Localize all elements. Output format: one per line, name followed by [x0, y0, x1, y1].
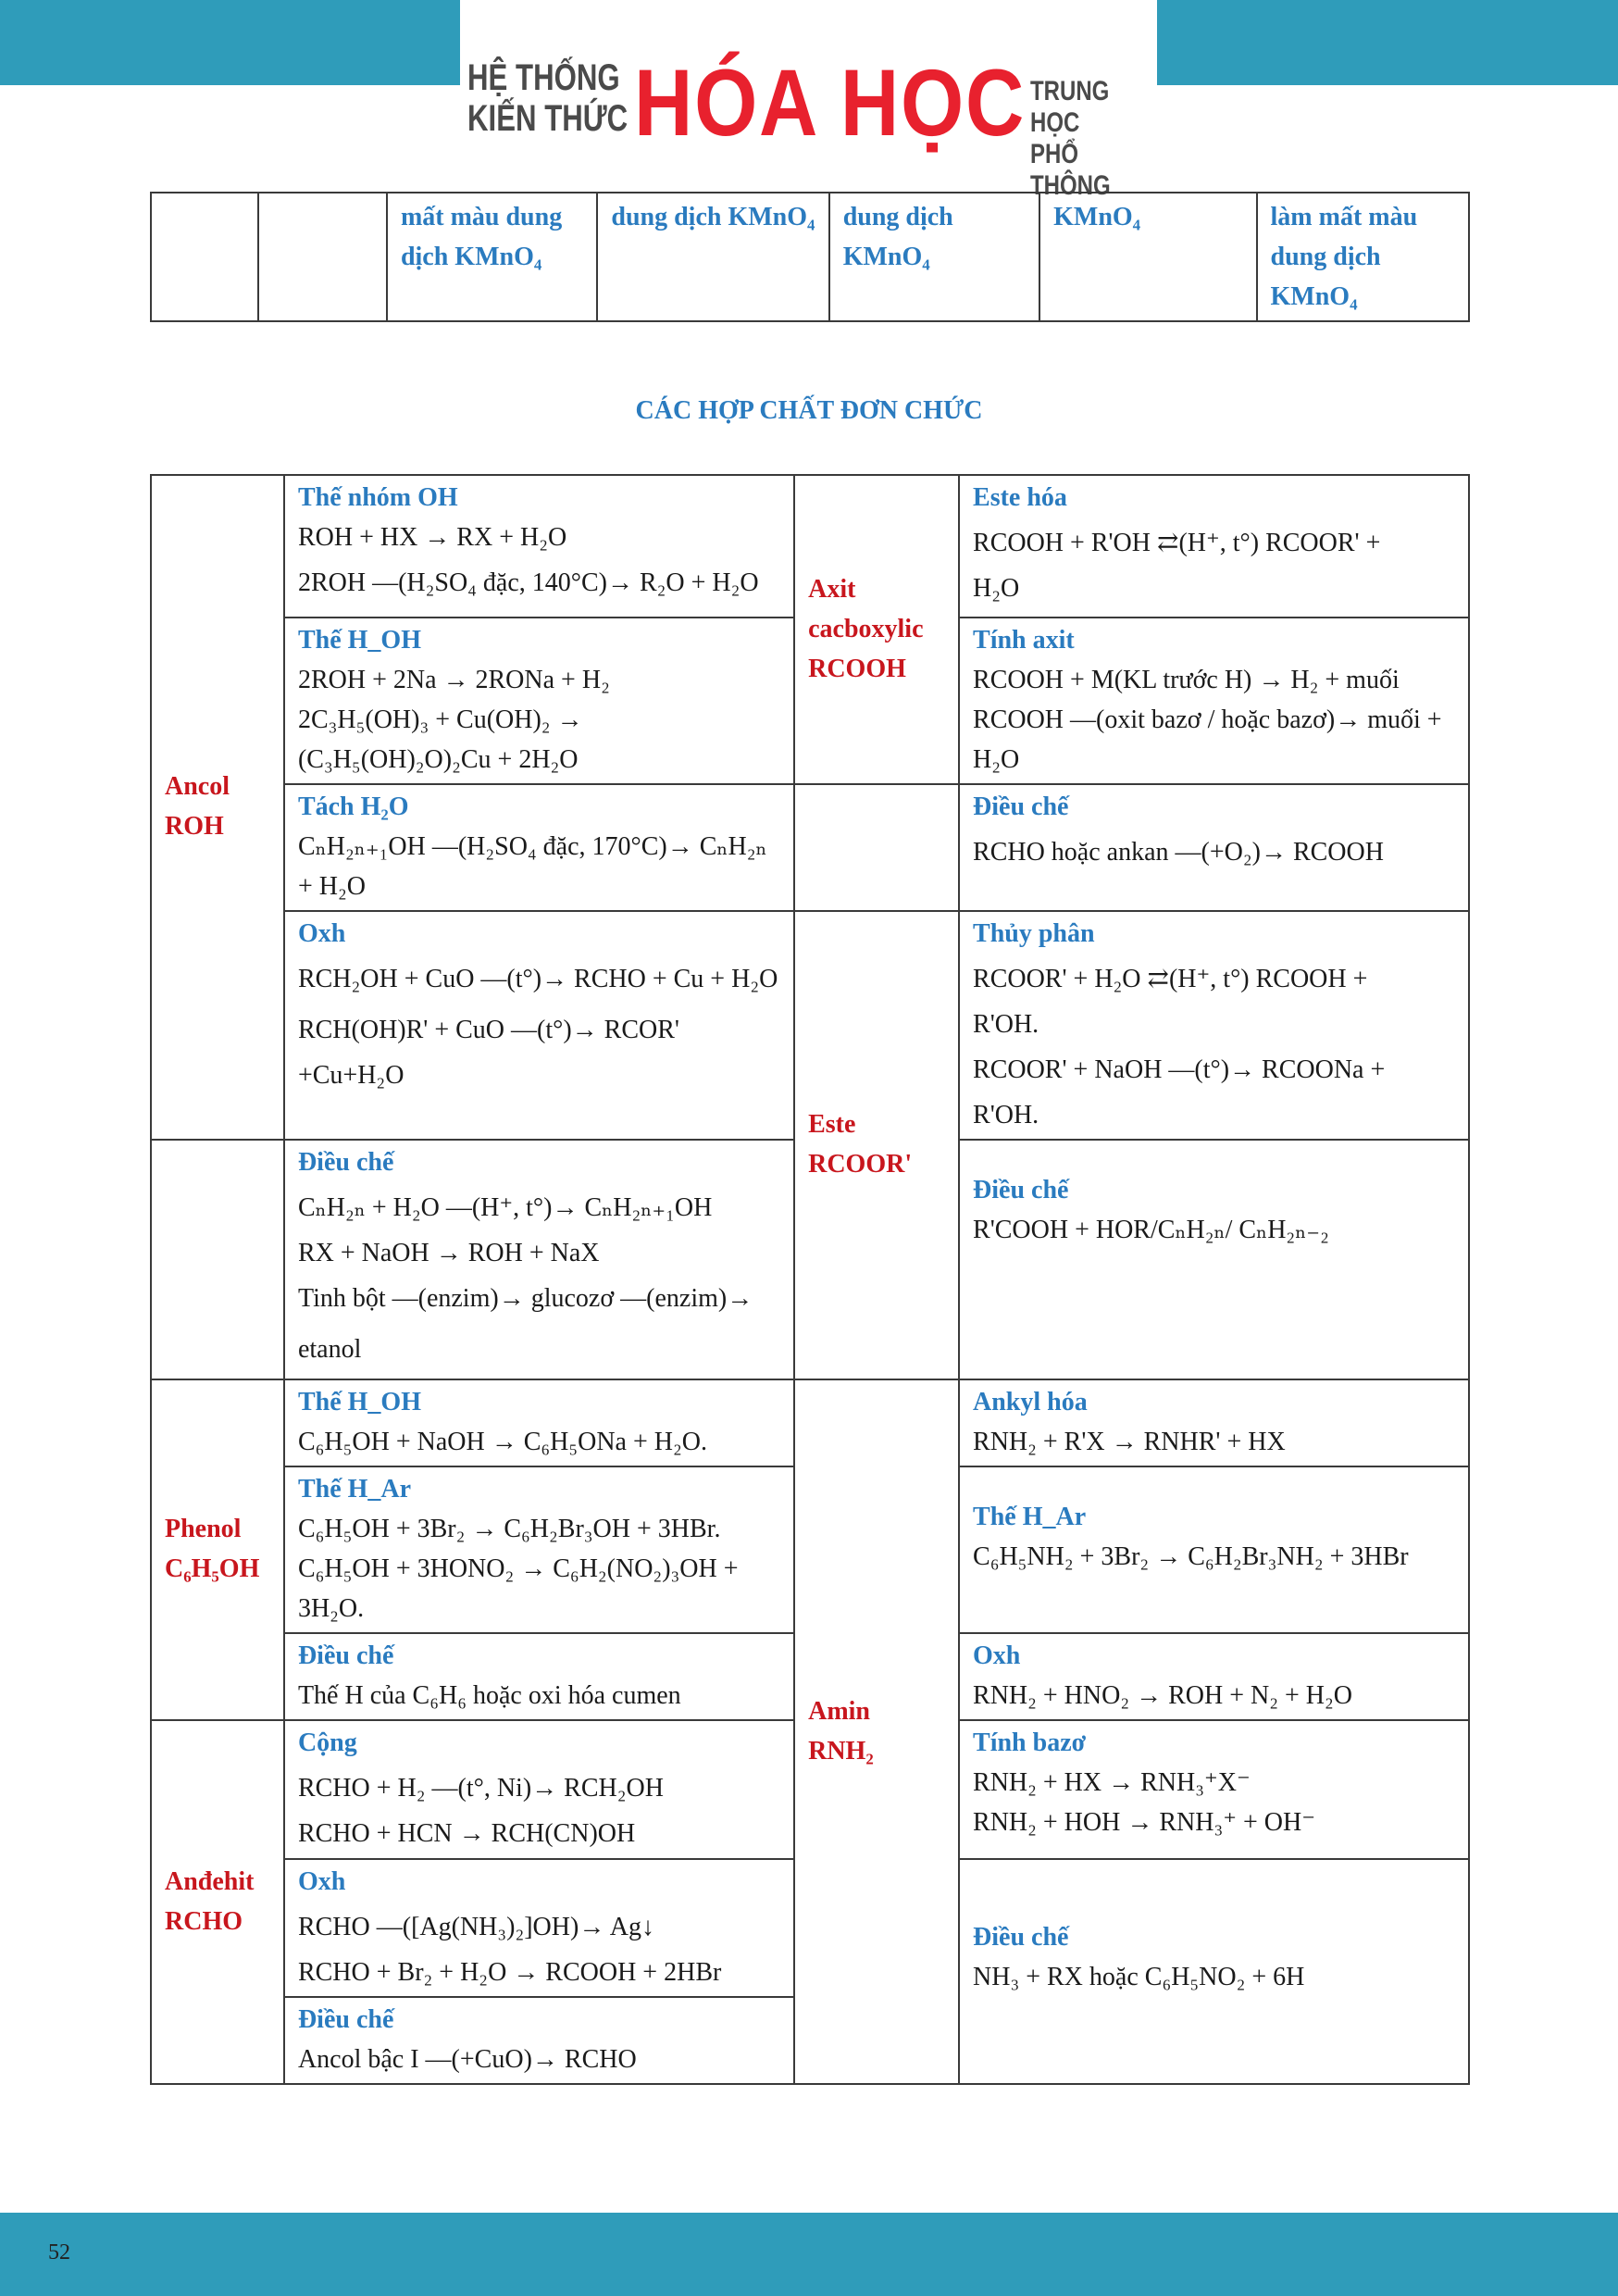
logo-tail2: PHỔ THÔNG: [1030, 139, 1111, 201]
block-ancol-the-hoh: Thế H_OH 2ROH + 2Na → 2RONa + H₂ 2C₃H₅(OH)₃ + Cu(OH)₂ → (C₃H₅(OH)₂O)₂Cu + 2H₂O: [284, 618, 794, 784]
logo-tail: [1030, 76, 1143, 202]
table-cell: KMnO₄: [1039, 193, 1256, 321]
block-ancol-dieu-che: Điều chế CₙH₂ₙ + H₂O —(H⁺, t°)→ CₙH₂ₙ₊₁OH RX + NaOH → ROH + NaX Tinh bột —(enzim)→ glucozơ —(enzim)→ etanol: [284, 1140, 794, 1379]
logo-main: HÓA HỌC: [634, 50, 1027, 156]
table-cell: mất màu dung dịch KMnO₄: [387, 193, 597, 321]
block-amin-oxh: Oxh RNH₂ + HNO₂ → ROH + N₂ + H₂O: [959, 1633, 1469, 1720]
header-band-right: [1157, 0, 1618, 85]
block-amin-dieu-che: Điều chế NH₃ + RX hoặc C₆H₅NO₂ + 6H: [959, 1859, 1469, 2084]
block-ancol-the-oh: Thế nhóm OH ROH + HX → RX + H₂O 2ROH —(H₂SO₄ đặc, 140°C)→ R₂O + H₂O: [284, 475, 794, 618]
continuation-table: [150, 192, 1470, 322]
header-band-left: [0, 0, 460, 85]
table-cell: dung dịch KMnO₄: [829, 193, 1039, 321]
block-axit-este-hoa: Este hóa RCOOH + R'OH ⇄(H⁺, t°) RCOOR' + H₂O: [959, 475, 1469, 618]
block-ancol-tach-nuoc: Tách H₂O CₙH₂ₙ₊₁OH —(H₂SO₄ đặc, 170°C)→ CₙH₂ₙ + H₂O: [284, 784, 794, 911]
category-este: Este RCOOR': [794, 911, 959, 1379]
logo-line2: KIẾN THỨC: [467, 98, 629, 139]
block-phenol-the-har: Thế H_Ar C₆H₅OH + 3Br₂ → C₆H₂Br₃OH + 3HBr. C₆H₅OH + 3HONO₂ → C₆H₂(NO₂)₃OH + 3H₂O.: [284, 1466, 794, 1633]
block-andehit-dieu-che: Điều chế Ancol bậc I —(+CuO)→ RCHO: [284, 1997, 794, 2084]
logo-tail1: TRUNG HỌC: [1030, 76, 1110, 138]
block-amin-tinh-bazo: Tính bazơ RNH₂ + HX → RNH₃⁺X⁻ RNH₂ + HOH → RNH₃⁺ + OH⁻: [959, 1720, 1469, 1859]
table-cell: [151, 193, 258, 321]
category-ancol-cont: [151, 1140, 284, 1379]
block-axit-dieu-che: Điều chế RCHO hoặc ankan —(+O₂)→ RCOOH: [959, 784, 1469, 911]
table-cell: [258, 193, 387, 321]
table-cell: dung dịch KMnO₄: [597, 193, 828, 321]
compounds-table: [150, 474, 1470, 2085]
block-amin-ankyl-hoa: Ankyl hóa RNH₂ + R'X → RNHR' + HX: [959, 1379, 1469, 1466]
block-phenol-the-hoh: Thế H_OH C₆H₅OH + NaOH → C₆H₅ONa + H₂O.: [284, 1379, 794, 1466]
block-andehit-oxh: Oxh RCHO —([Ag(NH₃)₂]OH)→ Ag↓ RCHO + Br₂ + H₂O → RCOOH + 2HBr: [284, 1859, 794, 1997]
block-ancol-oxh: Oxh RCH₂OH + CuO —(t°)→ RCHO + Cu + H₂O RCH(OH)R' + CuO —(t°)→ RCOR' +Cu+H₂O: [284, 911, 794, 1140]
page-number: 52: [48, 2240, 70, 2265]
category-amin: Amin RNH₂: [794, 1379, 959, 2084]
logo-subtitle: [467, 57, 628, 139]
block-phenol-dieu-che: Điều chế Thế H của C₆H₆ hoặc oxi hóa cumen: [284, 1633, 794, 1720]
category-andehit: Anđehit RCHO: [151, 1720, 284, 2084]
block-andehit-cong: Cộng RCHO + H₂ —(t°, Ni)→ RCH₂OH RCHO + HCN → RCH(CN)OH: [284, 1720, 794, 1859]
block-este-thuy-phan: Thủy phân RCOOR' + H₂O ⇄(H⁺, t°) RCOOH + R'OH. RCOOR' + NaOH —(t°)→ RCOONa + R'OH.: [959, 911, 1469, 1140]
section-title: CÁC HỢP CHẤT ĐƠN CHỨC: [635, 396, 983, 425]
block-amin-the-har: Thế H_Ar C₆H₅NH₂ + 3Br₂ → C₆H₂Br₃NH₂ + 3HBr: [959, 1466, 1469, 1633]
header-logo: [467, 50, 1171, 201]
category-ancol: Ancol ROH: [151, 475, 284, 1140]
block-axit-tinh-axit: Tính axit RCOOH + M(KL trước H) → H₂ + muối RCOOH —(oxit bazơ / hoặc bazơ)→ muối + H₂O: [959, 618, 1469, 784]
block-este-dieu-che: Điều chế R'COOH + HOR/CₙH₂ₙ/ CₙH₂ₙ₋₂: [959, 1140, 1469, 1379]
table-cell: làm mất màu dung dịch KMnO₄: [1257, 193, 1469, 321]
category-axit: Axit cacboxylic RCOOH: [794, 475, 959, 784]
footer-band: [0, 2213, 1618, 2296]
category-phenol: Phenol C₆H₅OH: [151, 1379, 284, 1720]
logo-line1: HỆ THỐNG: [467, 57, 620, 98]
